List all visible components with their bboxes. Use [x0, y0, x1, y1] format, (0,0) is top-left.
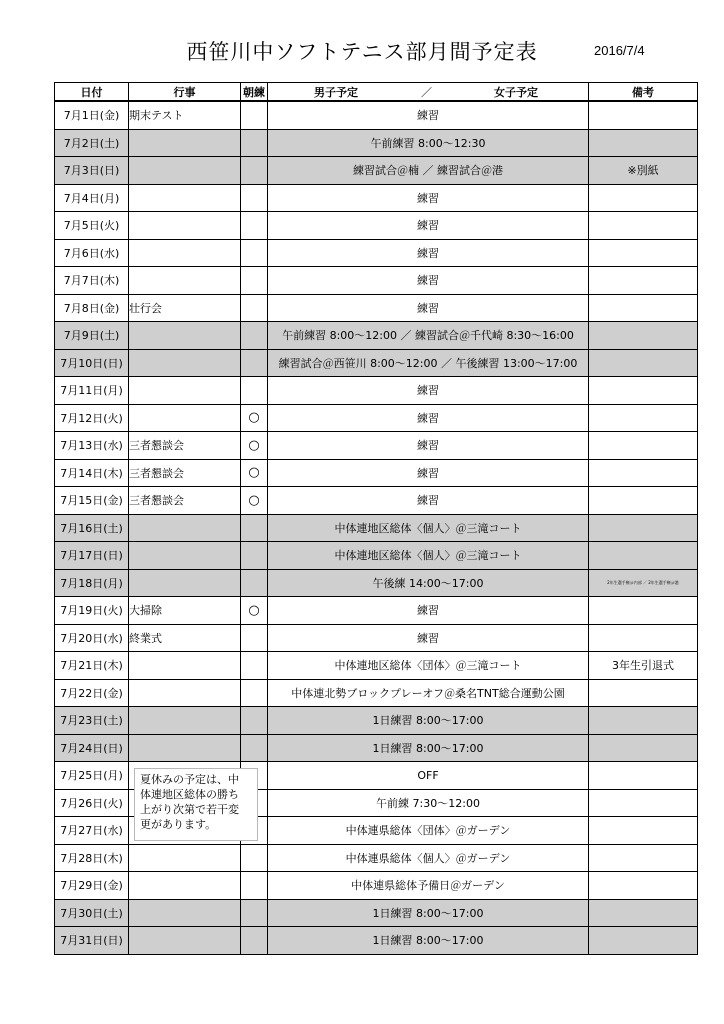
page-title: 西笹川中ソフトテニス部月間予定表	[186, 40, 538, 64]
row-event	[129, 899, 241, 927]
table-row	[55, 294, 698, 322]
row-morning-practice: ○	[241, 597, 268, 625]
row-note	[589, 597, 698, 625]
row-event	[129, 872, 241, 900]
table-row	[55, 872, 698, 900]
row-event	[129, 514, 241, 542]
row-plan: 1日練習 8:00～17:00	[268, 707, 589, 735]
row-note	[589, 762, 698, 790]
row-note: ※別紙	[589, 157, 698, 185]
row-event: 三者懇談会	[129, 432, 241, 460]
row-event	[129, 157, 241, 185]
row-plan: OFF	[268, 762, 589, 790]
row-event: 三者懇談会	[129, 459, 241, 487]
row-morning-practice	[241, 927, 268, 955]
row-event	[129, 652, 241, 680]
row-morning-practice	[241, 267, 268, 295]
document-date: 2016/7/4	[594, 43, 645, 58]
row-plan: 練習	[268, 101, 589, 129]
row-date: 7月14日(木)	[55, 459, 129, 487]
row-plan: 練習	[268, 624, 589, 652]
table-row	[55, 927, 698, 955]
row-date: 7月5日(火)	[55, 212, 129, 240]
table-row	[55, 624, 698, 652]
row-note	[589, 459, 698, 487]
row-date: 7月1日(金)	[55, 101, 129, 129]
table-row	[55, 239, 698, 267]
table-row	[55, 267, 698, 295]
row-note	[589, 927, 698, 955]
row-plan: 練習	[268, 404, 589, 432]
row-morning-practice	[241, 294, 268, 322]
row-note	[589, 101, 698, 129]
table-row	[55, 652, 698, 680]
row-event	[129, 377, 241, 405]
row-plan: 午前練 7:30～12:00	[268, 789, 589, 817]
row-note	[589, 789, 698, 817]
row-event	[129, 184, 241, 212]
row-plan: 中体連北勢ブロックプレーオフ＠桑名TNT総合運動公園	[268, 679, 589, 707]
table-row	[55, 514, 698, 542]
row-plan: 練習	[268, 267, 589, 295]
row-morning-practice: ○	[241, 459, 268, 487]
header-row	[55, 83, 698, 102]
row-event	[129, 569, 241, 597]
row-date: 7月19日(火)	[55, 597, 129, 625]
row-plan: 1日練習 8:00～17:00	[268, 927, 589, 955]
header-boys: 男子予定	[314, 86, 358, 99]
row-note	[589, 487, 698, 515]
row-event	[129, 267, 241, 295]
row-event	[129, 212, 241, 240]
header-slash: ／	[421, 86, 432, 99]
table-row	[55, 157, 698, 185]
row-morning-practice: ○	[241, 404, 268, 432]
header-plan	[268, 83, 589, 102]
table-row	[55, 707, 698, 735]
row-plan: 午後練 14:00～17:00	[268, 569, 589, 597]
row-morning-practice	[241, 101, 268, 129]
row-date: 7月12日(火)	[55, 404, 129, 432]
row-date: 7月7日(木)	[55, 267, 129, 295]
row-event	[129, 734, 241, 762]
row-note	[589, 514, 698, 542]
row-note	[589, 734, 698, 762]
table-row	[55, 679, 698, 707]
table-row	[55, 844, 698, 872]
row-date: 7月23日(土)	[55, 707, 129, 735]
row-morning-practice	[241, 514, 268, 542]
row-plan: 練習	[268, 432, 589, 460]
row-date: 7月31日(日)	[55, 927, 129, 955]
row-note	[589, 322, 698, 350]
row-morning-practice	[241, 569, 268, 597]
row-date: 7月6日(水)	[55, 239, 129, 267]
row-morning-practice	[241, 652, 268, 680]
row-event	[129, 129, 241, 157]
row-plan: 午前練習 8:00～12:00 ／ 練習試合＠千代崎 8:30～16:00	[268, 322, 589, 350]
row-note	[589, 624, 698, 652]
row-date: 7月30日(土)	[55, 899, 129, 927]
row-date: 7月9日(土)	[55, 322, 129, 350]
row-note	[589, 212, 698, 240]
row-event	[129, 349, 241, 377]
table-row	[55, 184, 698, 212]
table-row	[55, 569, 698, 597]
row-date: 7月18日(月)	[55, 569, 129, 597]
row-date: 7月25日(月)	[55, 762, 129, 790]
row-morning-practice	[241, 184, 268, 212]
header-note: 備考	[589, 83, 698, 102]
row-date: 7月26日(火)	[55, 789, 129, 817]
table-row	[55, 349, 698, 377]
row-event	[129, 844, 241, 872]
row-date: 7月16日(土)	[55, 514, 129, 542]
row-plan: 練習	[268, 212, 589, 240]
row-plan: 練習	[268, 239, 589, 267]
row-event: 三者懇談会	[129, 487, 241, 515]
row-event	[129, 927, 241, 955]
row-plan: 中体連地区総体〈個人〉＠三滝コート	[268, 542, 589, 570]
row-date: 7月27日(水)	[55, 817, 129, 845]
row-morning-practice	[241, 157, 268, 185]
row-plan: 中体連県総体〈団体〉＠ガーデン	[268, 817, 589, 845]
table-row	[55, 459, 698, 487]
row-note	[589, 349, 698, 377]
row-note	[589, 899, 698, 927]
row-plan: 中体連地区総体〈団体〉＠三滝コート	[268, 652, 589, 680]
row-morning-practice: ○	[241, 432, 268, 460]
row-date: 7月20日(水)	[55, 624, 129, 652]
row-plan: 練習	[268, 184, 589, 212]
row-note: 3年生引退式	[589, 652, 698, 680]
row-date: 7月11日(月)	[55, 377, 129, 405]
row-morning-practice	[241, 872, 268, 900]
table-row	[55, 322, 698, 350]
row-plan: 練習	[268, 459, 589, 487]
row-note	[589, 432, 698, 460]
row-date: 7月24日(日)	[55, 734, 129, 762]
row-plan: 中体連地区総体〈個人〉＠三滝コート	[268, 514, 589, 542]
row-morning-practice	[241, 624, 268, 652]
row-date: 7月15日(金)	[55, 487, 129, 515]
row-plan: 中体連県総体〈個人〉＠ガーデン	[268, 844, 589, 872]
row-date: 7月8日(金)	[55, 294, 129, 322]
row-date: 7月17日(日)	[55, 542, 129, 570]
summer-note-box: 夏休みの予定は、中 体連地区総体の勝ち 上がり次第で若干変 更があります。	[134, 768, 258, 841]
row-plan: 練習	[268, 294, 589, 322]
row-note	[589, 239, 698, 267]
row-morning-practice	[241, 349, 268, 377]
row-date: 7月3日(日)	[55, 157, 129, 185]
row-plan: 練習	[268, 487, 589, 515]
row-note	[589, 817, 698, 845]
row-plan: 練習試合＠楠 ／ 練習試合＠港	[268, 157, 589, 185]
row-morning-practice	[241, 212, 268, 240]
row-date: 7月13日(水)	[55, 432, 129, 460]
row-note	[589, 679, 698, 707]
table-row	[55, 129, 698, 157]
row-event	[129, 679, 241, 707]
row-morning-practice	[241, 734, 268, 762]
header-girls: 女子予定	[494, 86, 538, 99]
table-row	[55, 377, 698, 405]
row-plan: 中体連県総体予備日＠ガーデン	[268, 872, 589, 900]
row-plan: 午前練習 8:00～12:30	[268, 129, 589, 157]
table-row	[55, 404, 698, 432]
row-date: 7月22日(金)	[55, 679, 129, 707]
row-note	[589, 377, 698, 405]
row-plan: 1日練習 8:00～17:00	[268, 899, 589, 927]
row-date: 7月29日(金)	[55, 872, 129, 900]
row-morning-practice	[241, 844, 268, 872]
header-date: 日付	[55, 83, 129, 102]
row-note	[589, 707, 698, 735]
row-event: 期末テスト	[129, 101, 241, 129]
row-morning-practice	[241, 377, 268, 405]
row-note	[589, 267, 698, 295]
row-note	[589, 129, 698, 157]
row-event	[129, 542, 241, 570]
row-event: 壮行会	[129, 294, 241, 322]
row-morning-practice	[241, 322, 268, 350]
row-plan: 練習	[268, 597, 589, 625]
row-note	[589, 542, 698, 570]
header-event: 行事	[129, 83, 241, 102]
row-morning-practice: ○	[241, 487, 268, 515]
table-row	[55, 432, 698, 460]
row-morning-practice	[241, 679, 268, 707]
row-morning-practice	[241, 129, 268, 157]
row-note	[589, 404, 698, 432]
row-morning-practice	[241, 899, 268, 927]
row-date: 7月10日(日)	[55, 349, 129, 377]
table-row	[55, 734, 698, 762]
table-row	[55, 212, 698, 240]
table-row	[55, 487, 698, 515]
row-note	[589, 184, 698, 212]
row-event: 終業式	[129, 624, 241, 652]
row-event	[129, 404, 241, 432]
row-morning-practice	[241, 239, 268, 267]
row-event	[129, 239, 241, 267]
row-date: 7月2日(土)	[55, 129, 129, 157]
row-note: 2年生選手権＠内部 ／ 2年生選手権＠港	[589, 569, 698, 597]
row-morning-practice	[241, 707, 268, 735]
table-row	[55, 542, 698, 570]
row-morning-practice	[241, 542, 268, 570]
row-date: 7月21日(木)	[55, 652, 129, 680]
header-morning: 朝練	[241, 83, 268, 102]
row-note	[589, 294, 698, 322]
row-note	[589, 872, 698, 900]
table-row	[55, 101, 698, 129]
table-row	[55, 899, 698, 927]
row-date: 7月28日(木)	[55, 844, 129, 872]
row-event	[129, 322, 241, 350]
row-plan: 練習試合＠西笹川 8:00～12:00 ／ 午後練習 13:00～17:00	[268, 349, 589, 377]
row-plan: 1日練習 8:00～17:00	[268, 734, 589, 762]
row-date: 7月4日(月)	[55, 184, 129, 212]
row-event: 大掃除	[129, 597, 241, 625]
row-plan: 練習	[268, 377, 589, 405]
table-row	[55, 597, 698, 625]
row-event	[129, 707, 241, 735]
row-note	[589, 844, 698, 872]
